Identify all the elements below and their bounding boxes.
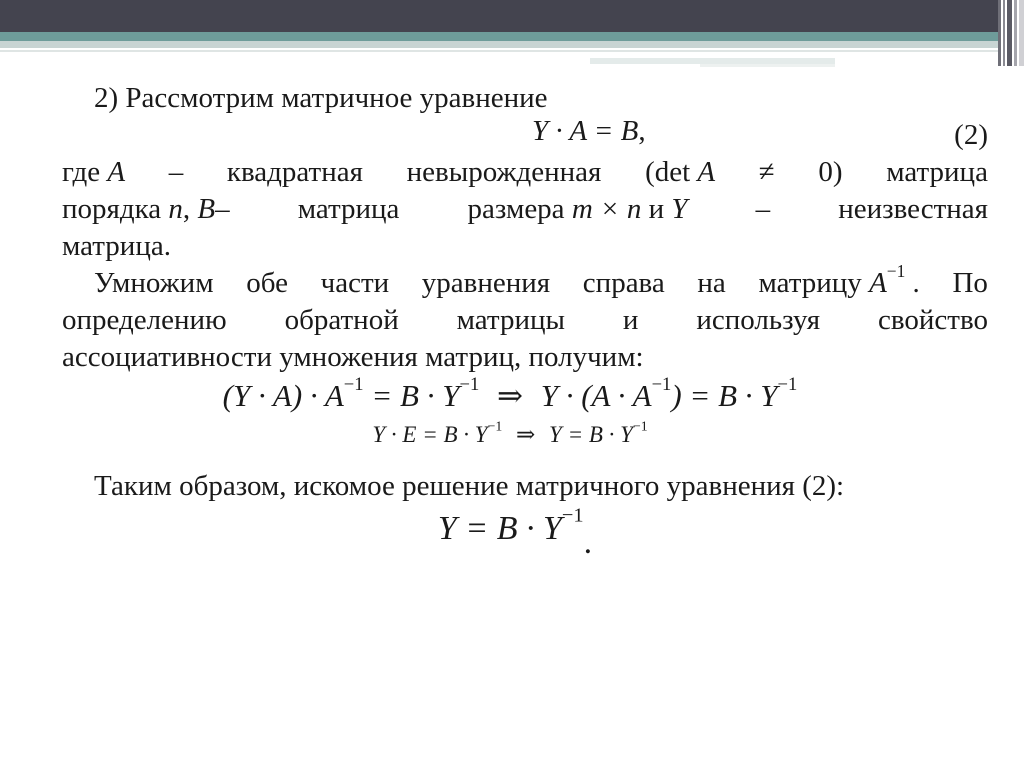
header-band-teal <box>0 32 1000 41</box>
derivation-row-1: $(Y \cdot A) \cdot A^{-1} = B \cdot Y^{-1}$ ⇒ $Y \cdot (A \cdot A^{-1}) = B \cdot Y^{-1}$ <box>222 374 798 413</box>
definition-line-3: матрица. <box>62 230 171 262</box>
header-band-dark <box>0 0 1000 32</box>
equation-2 <box>62 117 988 154</box>
definition-line-2: порядка n, B– матрица размера m × n и Y – неизвестная <box>62 193 988 225</box>
paragraph-2-line-2: определению обратной матрицы и используя свойство <box>62 304 988 336</box>
slide-content <box>62 80 988 561</box>
equation-2-formula: Y · A = B, <box>532 115 646 147</box>
derivation-row-2: $Y \cdot E = B \cdot Y^{-1}$ ⇒ $Y = B \cdot Y^{-1}$ <box>372 418 648 447</box>
paragraph-2-line-1: Умножим обе части уравнения справа на матрицу $A^{-1}$ . По <box>94 261 988 299</box>
conclusion-line: Таким образом, искомое решение матричного уравнения (2): <box>94 470 845 502</box>
corner-stripes <box>998 0 1024 66</box>
equation-number: (2) <box>954 119 988 151</box>
header-accent-strip-2 <box>700 64 835 67</box>
definition-line-1: где A – квадратная невырожденная (det A ≠ 0) матрица <box>62 156 988 188</box>
intro-text: 2) Рассмотрим матричное уравнение <box>94 82 548 114</box>
header-band-light <box>0 41 1000 48</box>
paragraph-2-line-3: ассоциативности умножения матриц, получим: <box>62 341 644 373</box>
final-solution: $Y = B \cdot Y^{-1}$. <box>437 504 593 561</box>
intro-line <box>62 80 988 117</box>
header-band-thin <box>0 50 1000 52</box>
